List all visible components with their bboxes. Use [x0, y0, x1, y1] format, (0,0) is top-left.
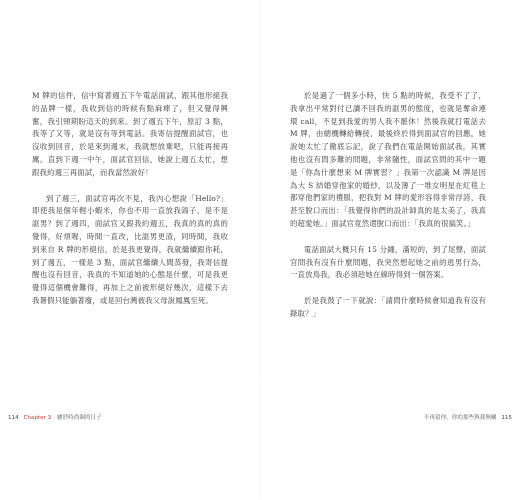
right-page-number: 115	[501, 415, 512, 421]
right-paragraph-3: 於是我鼓了一下就說：「請問什麼時候會知道我有沒有錄取？」	[290, 296, 486, 318]
chapter-label: Chapter 3	[23, 415, 52, 421]
chapter-title: 屬於時尚圈的日子	[56, 415, 102, 421]
right-paragraph-2: 電話面試大概只有 15 分鐘，滿短的，到了尾聲，面試官問我有沒有什麼問題，我突然想起她之前的逃男行為，一直放鳥我，我必須趁她在線時得到一個答案。	[290, 244, 486, 280]
left-paragraph-2: 到了週三，面試官再次不見，我內心想說「Hello?」即使我是個年輕小蝦米，你也不用一直放我鴿子，是不是誆男？到了週四，面試官又跟我約週五，我真的真的真的覺得，好煩喔，時間一直改，比誆男更渣，同時間，我收到來自 R 牌的形絕信，於是我更覺得，我就繼續跟你耗，到了週五，一樣是 3 點，面試官繼續人間蒸發，我寄信提醒也沒有回音，我真的不知道她的心態是什麼，可是我更覺得這個機會難得，再加上之前被形絕好幾次，這樣下去我暑假只能躺著廢，或是回台灣被我父母說鳳鳳至死。	[32, 193, 228, 305]
left-page-footer	[5, 413, 102, 421]
right-paragraph-1: 於是過了一個多小時，快 5 點的時候，我受不了了，我拿出平常對付已讀不回我的誆男的態度，也就是奪命連環 call，不見到我愛的男人我不罷休！然後我就打電話去 M 牌，由總機轉給轉接，最後終於得到面試官的回應，她說她太忙了徹底忘記，說了我們在電話開始面試我，其實他也沒有問多難的問題，非常隨性，面試官問的其中一題是「你為什麼想來 M 牌實習？」我第一次認識 M 牌是因為大 S 結婚穿他家的婚紗，以及薄了一堆女明星在紅毯上都穿他們家的禮服，把我對 M 牌的愛形容得非常浮誇，我甚至脫口而出：「我覺得你們的設計師真的是太美了，我真的超愛她。」面試官竟然還脫口而出：「我真的很搞笑。」	[290, 91, 486, 228]
right-page-body	[290, 90, 486, 321]
book-title: 不再留你，你的那些與我無關	[423, 415, 497, 421]
left-paragraph-1: M 牌的信件，信中寫著週五下午電話面試，跟其他形絕我的品牌一樣，我收到信的時候有點麻痺了，但又覺得興奮，我引頸期盼這天的到來。到了週五下午，原訂 3 點，我等了又等，就是沒有等到電話。我寄信提醒面試官，也沒收到回音，於是來到週末，我就想放棄吧，只能再接再厲。直到下週一中午，面試官回信，她說上週五太忙，想跟我約週三再面試，而我當然說好！	[32, 91, 228, 177]
left-page-body	[32, 90, 228, 308]
right-page	[260, 0, 520, 500]
right-page-footer	[424, 413, 515, 421]
left-page-number: 114	[8, 415, 19, 421]
